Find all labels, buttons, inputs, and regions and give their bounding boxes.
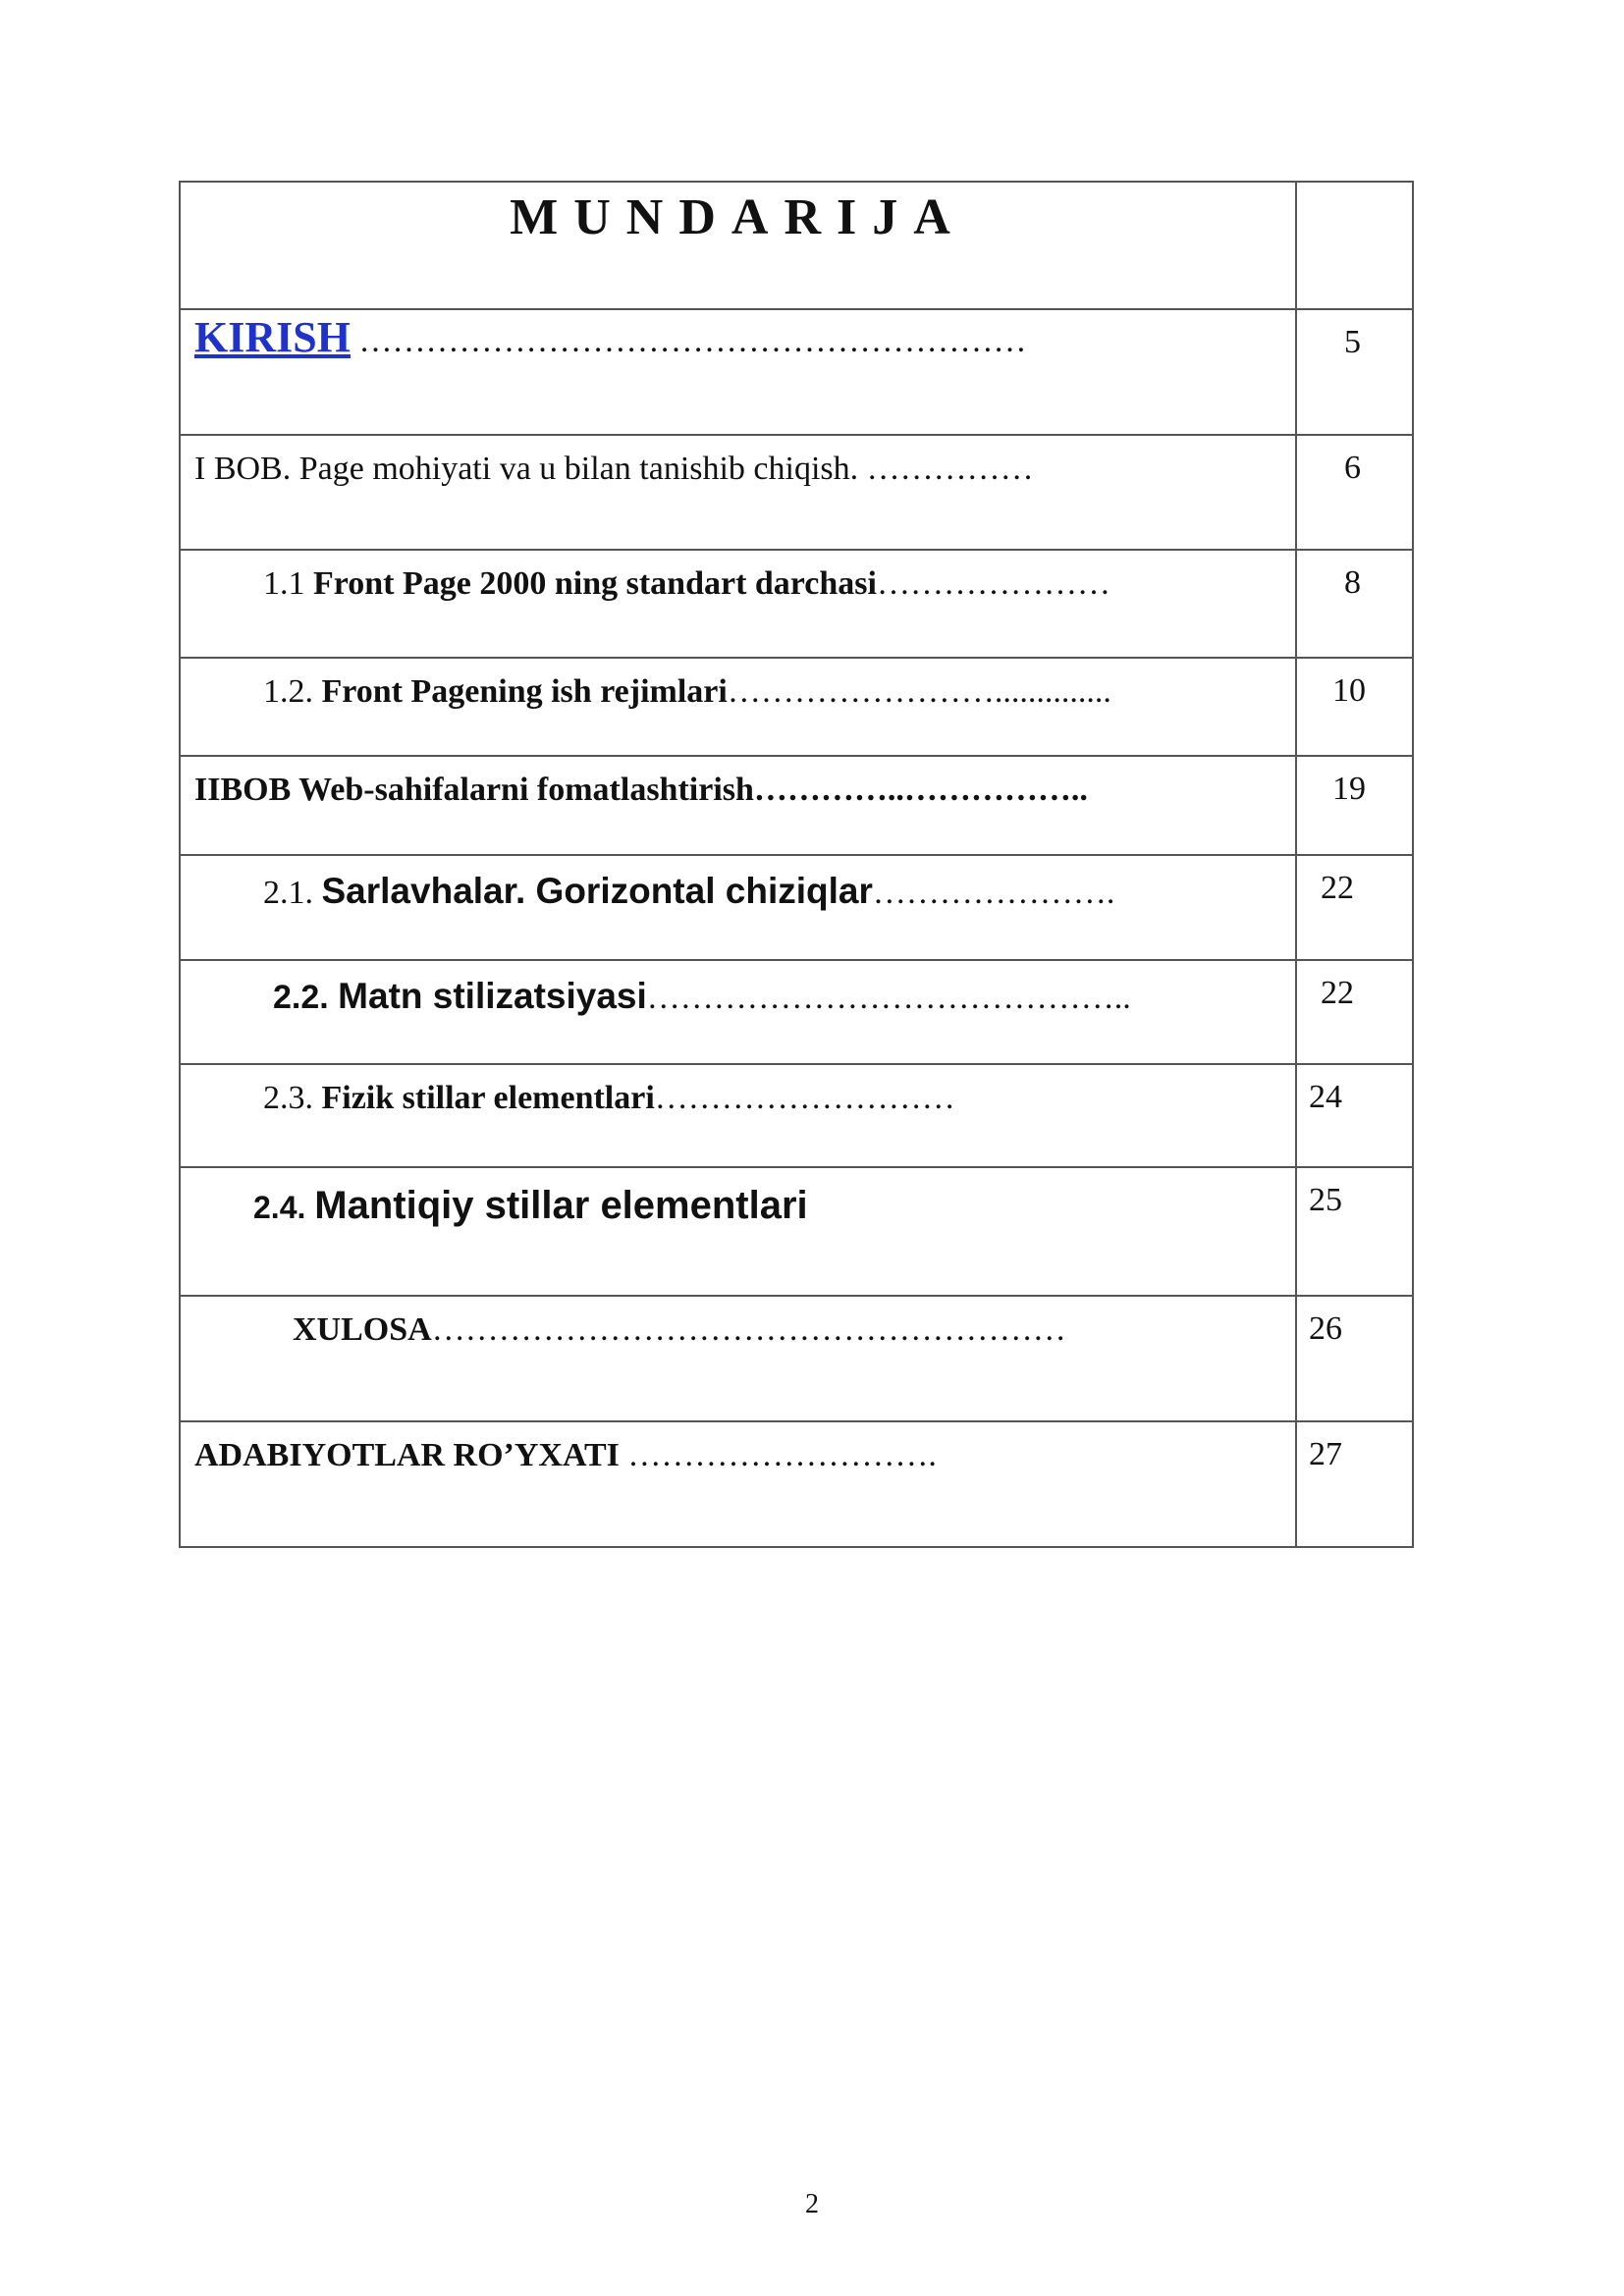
toc-dots: …………………………………………………… [350, 323, 1027, 359]
toc-dots: …………..…………….. [753, 772, 1088, 808]
toc-entry-label: Front Page 2000 ning standart darchasi [313, 565, 877, 602]
toc-page-cell [1296, 960, 1413, 1064]
toc-page-cell [1296, 435, 1413, 550]
toc-entry [181, 1065, 1295, 1119]
toc-entry [181, 1297, 1295, 1351]
toc-heading: MUNDARIJA [510, 189, 966, 245]
toc-page-cell [1296, 1064, 1413, 1167]
toc-entry-cell [180, 1296, 1296, 1421]
toc-page-number: 26 [1309, 1310, 1342, 1347]
toc-page-number: 25 [1309, 1182, 1342, 1218]
toc-entry [181, 757, 1295, 811]
toc-entry [181, 1422, 1295, 1476]
toc-dots: ………………………………………………… [431, 1311, 1066, 1348]
toc-page-cell [1296, 1296, 1413, 1421]
toc-row [180, 550, 1413, 658]
toc-page-cell [1296, 756, 1413, 855]
toc-row [180, 309, 1413, 435]
toc-dots: …………………….............. [727, 673, 1111, 710]
toc-row [180, 658, 1413, 756]
toc-row [180, 1167, 1413, 1296]
toc-page-cell [1296, 1421, 1413, 1547]
toc-page-cell [1296, 1167, 1413, 1296]
toc-entry-cell [180, 309, 1296, 435]
toc-page-number: 27 [1309, 1436, 1342, 1472]
toc-entry-label: Fizik stillar elementlari [321, 1080, 655, 1116]
toc-entry [181, 659, 1295, 713]
toc-page-number: 10 [1332, 672, 1366, 709]
toc-entry-cell [180, 550, 1296, 658]
toc-row [180, 855, 1413, 960]
toc-entry-label: Front Pagening ish rejimlari [321, 673, 728, 710]
toc-entry-prefix: I BOB. [194, 451, 299, 487]
toc-row [180, 435, 1413, 550]
toc-entry [181, 310, 1295, 364]
page-number: 2 [805, 2189, 819, 2219]
toc-page-cell [1296, 658, 1413, 756]
toc-page-number: 8 [1344, 564, 1361, 601]
toc-entry-prefix: 2.1. [263, 875, 322, 911]
table-of-contents [179, 181, 1414, 1548]
toc-heading-cell [180, 182, 1296, 309]
toc-entry-label: Mantiqiy stillar elementlari [314, 1184, 808, 1227]
toc-entry-label: XULOSA [293, 1311, 432, 1348]
toc-entry [181, 856, 1295, 914]
toc-entry-prefix: 1.2. [263, 673, 322, 710]
toc-row [180, 1064, 1413, 1167]
toc-page-number: 6 [1344, 450, 1361, 486]
toc-entry-cell [180, 1167, 1296, 1296]
toc-entry-label: Page mohiyati va u bilan tanishib chiqish. [298, 451, 867, 487]
toc-entry [181, 961, 1295, 1019]
toc-dots: ……………………… [654, 1080, 955, 1116]
toc-dots: ………………………. [619, 1437, 937, 1473]
toc-entry-prefix: 2.4. [253, 1190, 315, 1225]
toc-row [180, 1296, 1413, 1421]
toc-heading-row [180, 182, 1413, 309]
toc-entry-cell [180, 1421, 1296, 1547]
toc-dots: …………… [866, 451, 1034, 487]
toc-row [180, 960, 1413, 1064]
toc-entry [181, 436, 1295, 490]
toc-entry-prefix: IIBOB [194, 772, 299, 808]
toc-dots: …………………. [872, 875, 1115, 911]
toc-page-number: 19 [1332, 771, 1366, 807]
toc-entry-prefix: 1.1 [263, 565, 313, 602]
toc-entry-cell [180, 756, 1296, 855]
toc-link-kirish[interactable]: KIRISH [194, 313, 351, 361]
toc-entry-prefix: 2.2. [273, 979, 339, 1016]
toc-entry-label: Web-sahifalarni fomatlashtirish [298, 772, 754, 808]
toc-page-cell [1296, 855, 1413, 960]
toc-page-number: 24 [1309, 1079, 1342, 1115]
toc-entry [181, 1168, 1295, 1229]
toc-entry-prefix: 2.3. [263, 1080, 322, 1116]
toc-row [180, 756, 1413, 855]
toc-page-cell [1296, 309, 1413, 435]
toc-page-number: 22 [1321, 870, 1354, 906]
toc-dots: …………………………………….. [646, 980, 1131, 1016]
toc-row [180, 1421, 1413, 1547]
toc-entry-label: Sarlavhalar. Gorizontal chiziqlar [321, 871, 873, 911]
toc-entry-cell [180, 658, 1296, 756]
toc-page-cell [1296, 550, 1413, 658]
toc-heading-page-cell [1296, 182, 1413, 309]
toc-entry [181, 551, 1295, 605]
toc-entry-cell [180, 1064, 1296, 1167]
toc-page-number: 22 [1321, 975, 1354, 1011]
toc-entry-cell [180, 435, 1296, 550]
toc-entry-label: Matn stilizatsiyasi [338, 976, 647, 1016]
toc-page-number: 5 [1344, 324, 1361, 360]
toc-entry-cell [180, 855, 1296, 960]
toc-entry-cell [180, 960, 1296, 1064]
toc-entry-label: ADABIYOTLAR RO’YXATI [194, 1437, 620, 1473]
toc-dots: ………………… [876, 565, 1110, 602]
